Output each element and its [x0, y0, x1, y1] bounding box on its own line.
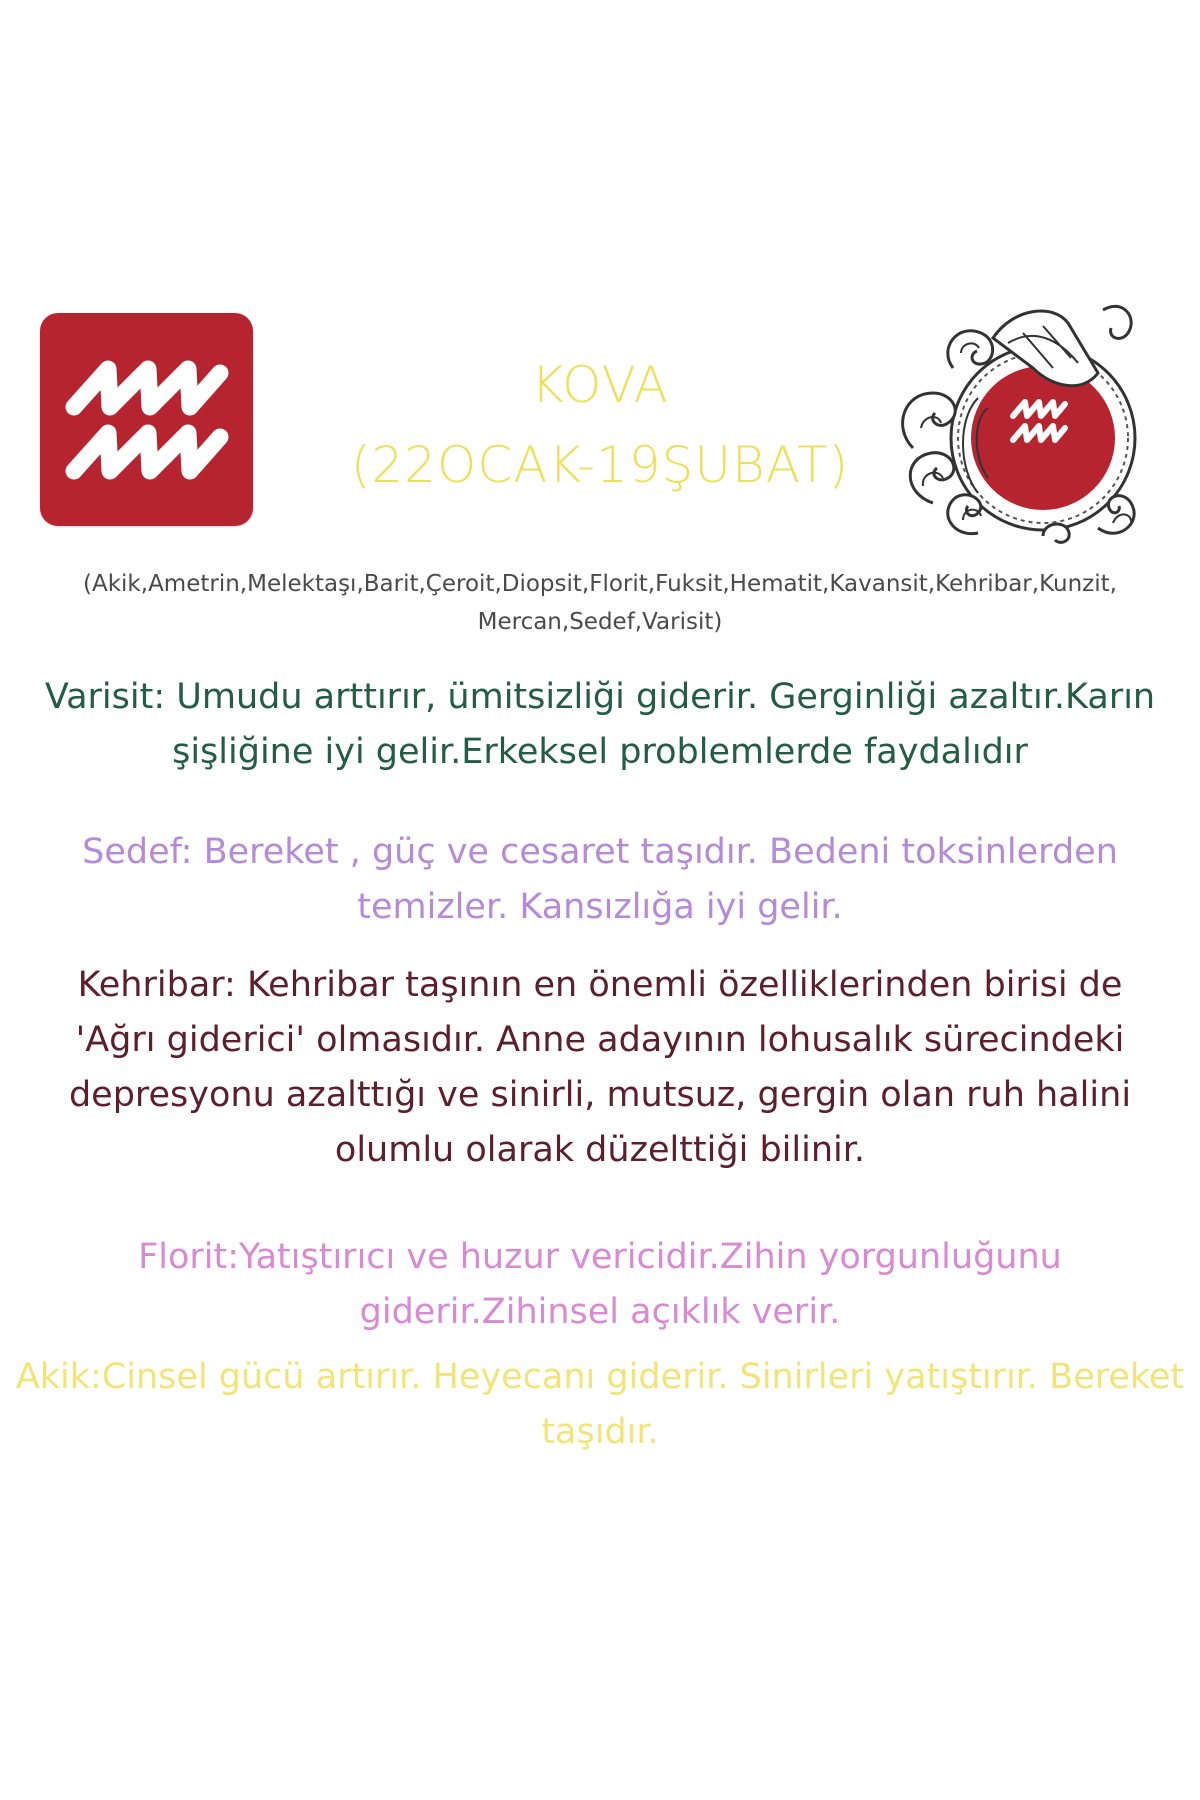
sign-name: KOVA — [531, 356, 669, 414]
aquarius-logo — [40, 313, 253, 526]
title-block — [300, 345, 900, 505]
paragraph-varisit: Varisit: Umudu arttırır, ümitsizliği giderir. Gerginliği azaltır.Karın şişliğine iyi gelir.Erkeksel problemlerde faydalıdır — [44, 677, 1156, 772]
paragraph-akik: Akik:Cinsel gücü artırır. Heyecanı giderir. Sinirleri yatıştırır. Bereket taşıdır. — [15, 1357, 1185, 1452]
water-bearer-emblem — [893, 298, 1155, 548]
aquarius-symbol-icon — [40, 313, 253, 526]
water-bearer-emblem-icon — [893, 298, 1155, 548]
sign-dates: (22OCAK-19ŞUBAT) — [350, 436, 850, 494]
paragraph-florit: Florit:Yatıştırıcı ve huzur vericidir.Zihin yorgunluğunu giderir.Zihinsel açıklık verir. — [138, 1237, 1062, 1332]
paragraph-sedef: Sedef: Bereket , güç ve cesaret taşıdır. Bedeni toksinlerden temizler. Kansızlığa iyi gelir. — [82, 832, 1118, 927]
paragraph-kehribar: Kehribar: Kehribar taşının en önemli özelliklerinden birisi de 'Ağrı giderici' olmasıdır. Anne adayının lohusalık sürecindeki depresyonu azalttığı ve sinirli, mutsuz, gergin olan ruh halini olumlu olarak düzelttiği bilinir. — [68, 965, 1132, 1170]
stones-list: (Akik,Ametrin,Melektaşı,Barit,Çeroit,Diopsit,Florit,Fuksit,Hematit,Kavansit,Kehribar,Kunzit, Mercan,Sedef,Varisit) — [83, 571, 1117, 635]
